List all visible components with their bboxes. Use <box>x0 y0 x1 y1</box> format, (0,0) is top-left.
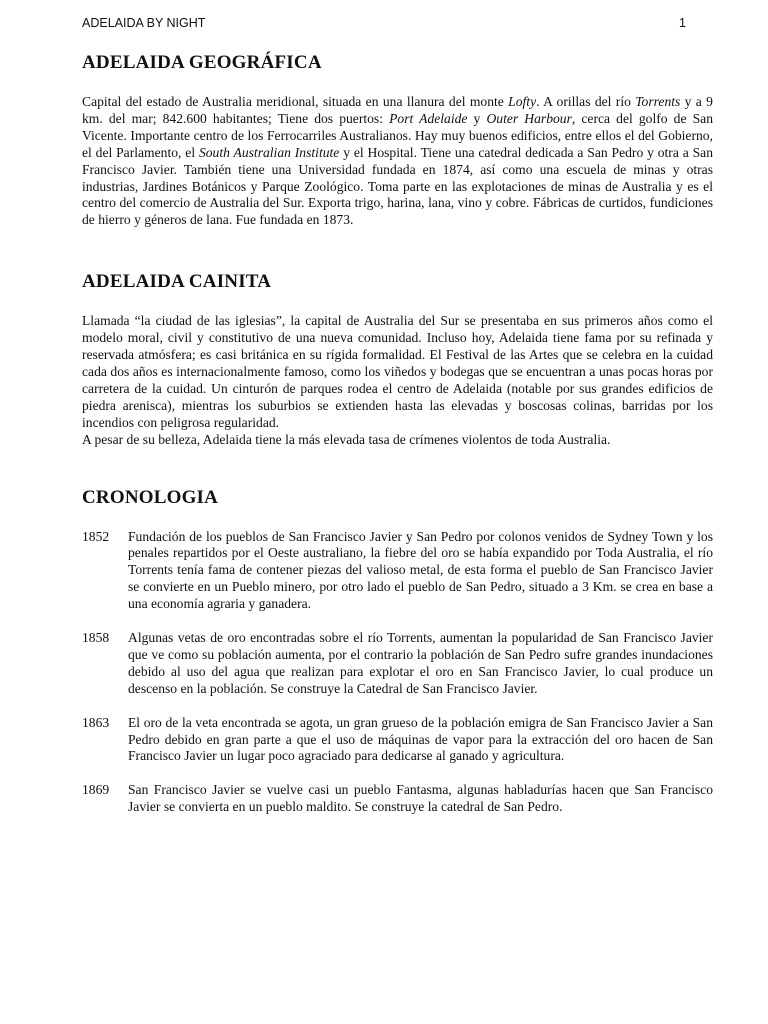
italic-run: Outer Harbour <box>486 110 572 126</box>
chronology-entry <box>82 630 713 698</box>
running-header <box>82 16 686 30</box>
text-run: Capital del estado de Australia meridional, situada en una llanura del monte <box>82 94 509 109</box>
chronology-text: El oro de la veta encontrada se agota, un gran grueso de la población emigra de San Francisco Javier a San Pedro debido en gran parte a que el uso de máquinas de vapor para la extracción del oro hacen de San Francisco Javier un lugar poco agraciado para dedicarse al ganado y agricultura. <box>128 714 713 764</box>
page-number: 1 <box>679 16 686 30</box>
italic-run: Torrents <box>635 94 681 109</box>
header-title: ADELAIDA BY NIGHT <box>82 16 206 30</box>
paragraph-cainita-1: Llamada “la ciudad de las iglesias”, la capital de Australia del Sur se presentaba en sus primeros años como el modelo moral, civil y constitutivo de una nueva comunidad. Incluso hoy, Adelaida tiene fama por su refinada y reservada atmósfera; es casi británica en su rígida formalidad. El Festival de las Artes que se celebra en la cuidad cada dos años es internacionalmente famoso, como los viñedos y bodegas que se encuentran a unas pocas horas por carretera de la cuidad. Un cinturón de parques rodea el centro de Adelaida (notable por sus grandes edificios de piedra arenisca), mientras los suburbios se extienden hasta las elevadas y boscosas colinas, barridas por los incendios con peligrosa regularidad. <box>82 313 713 430</box>
section-title-cronologia: CRONOLOGIA <box>82 486 219 508</box>
chronology-entry <box>82 782 713 816</box>
chronology-text: Fundación de los pueblos de San Francisco Javier y San Pedro por colonos venidos de Sydney Town y los penales repartidos por el Oeste australiano, la fiebre del oro se había expandido por Toda Australia, el río Torrents tenía fama de contener piezas del valioso metal, de esta forma el pueblo de San Francisco Javier se convierte en un Pueblo minero, por otro lado el pueblo de San Pedro, situado a 3 Km. se crea en base a una economía agraria y ganadera. <box>128 528 713 612</box>
paragraph-geografica <box>82 94 713 229</box>
chronology-year: 1858 <box>82 630 110 646</box>
section-title-geografica: ADELAIDA GEOGRÁFICA <box>82 52 322 73</box>
text-run: y a 9 km. del mar; 842.600 habitantes; Tiene dos puertos: <box>82 94 713 126</box>
paragraph-cainita-2: A pesar de su belleza, Adelaida tiene la más elevada tasa de crímenes violentos de toda Australia. <box>82 431 611 447</box>
section-title-cainita: ADELAIDA CAINITA <box>82 271 272 293</box>
text-run: y <box>467 110 487 126</box>
text-run: . A orillas del río <box>536 94 636 109</box>
chronology-entry <box>82 715 713 766</box>
italic-run: Port Adelaide <box>389 110 468 126</box>
document-body <box>82 52 713 833</box>
chronology-text: San Francisco Javier se vuelve casi un pueblo Fantasma, algunas habladurías hacen que San Francisco Javier se convierta en un pueblo maldito. Se construye la catedral de San Pedro. <box>128 782 713 815</box>
chronology-year: 1852 <box>82 528 110 544</box>
chronology-entry <box>82 529 713 614</box>
italic-run: Lofty <box>508 94 537 109</box>
italic-run: South Australian Institute <box>198 144 340 160</box>
chronology-year: 1869 <box>82 782 110 798</box>
text-run: , cerca del golfo de San Vicente. Importante centro de los Ferrocarriles Australianos. Hay muy buenos edificios, entre ellos el del Gobierno, el del Parlamento, el <box>82 110 713 160</box>
chronology-list <box>82 529 713 817</box>
chronology-year: 1863 <box>82 714 110 730</box>
chronology-text: Algunas vetas de oro encontradas sobre el río Torrents, aumentan la popularidad de San Francisco Javier que ve como su población aumenta, por el contrario la población de San Pedro sufre grandes inundaciones debido al uso del agua que realizan para explotar el oro en San Francisco Javier, lo cual produce un descenso en la población. Se construye la Catedral de San Francisco Javier. <box>128 630 713 696</box>
text-run: y el Hospital. Tiene una catedral dedicada a San Pedro y otra a San Francisco Javier. También tiene una Universidad fundada en 1874, así como una escuela de minas y otras industrias, Jardines Botánicos y Parque Zoológico. Toma parte en las explotaciones de minas de Australia y es el centro del comercio de Australia del Sur. Exporta trigo, harina, lana, vino y cobre. Fábricas de curtidos, fundiciones de hierro y géneros de lana. Fue fundada en 1873. <box>82 144 714 228</box>
